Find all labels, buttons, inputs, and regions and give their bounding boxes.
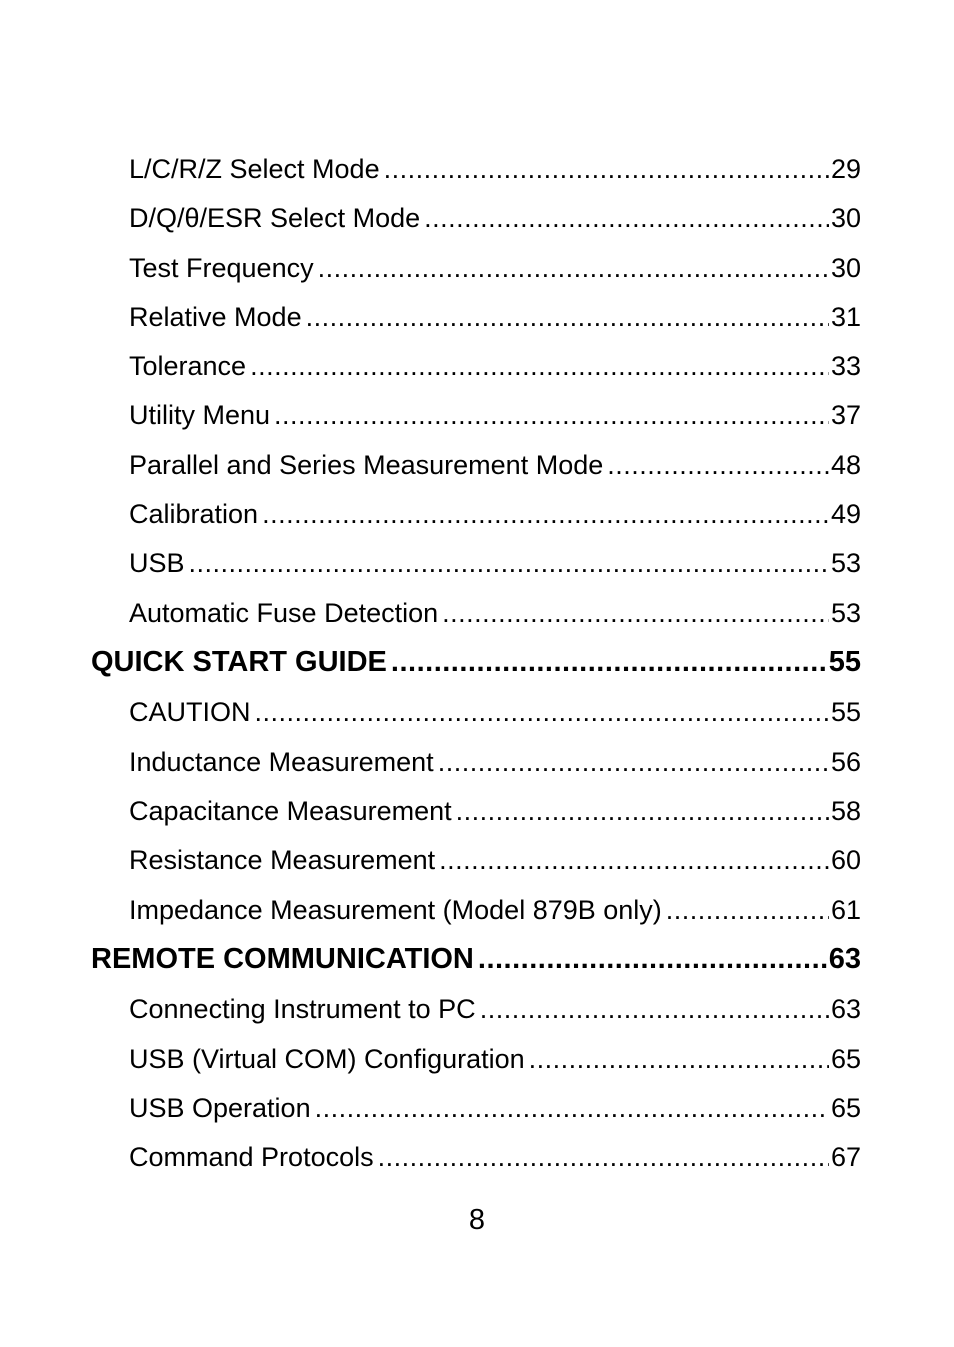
toc-entry[interactable] xyxy=(0,1036,954,1085)
toc-entry[interactable] xyxy=(0,689,954,738)
toc-leader-dots xyxy=(438,739,829,785)
toc-entry-page: 63 xyxy=(829,986,861,1032)
toc-entry[interactable] xyxy=(0,788,954,837)
toc-entry[interactable] xyxy=(0,1085,954,1134)
toc-entry[interactable] xyxy=(0,887,954,936)
toc-entry[interactable] xyxy=(0,245,954,294)
toc-entry-label: Test Frequency xyxy=(129,245,318,291)
toc-entry-label: Parallel and Series Measurement Mode xyxy=(129,442,607,488)
toc-leader-dots xyxy=(480,986,829,1032)
toc-leader-dots xyxy=(424,195,829,241)
toc-section-entry[interactable] xyxy=(0,936,954,987)
toc-leader-dots xyxy=(250,343,829,389)
toc-entry-page: 30 xyxy=(829,245,861,291)
toc-entry[interactable] xyxy=(0,837,954,886)
toc-entry[interactable] xyxy=(0,491,954,540)
toc-leader-dots xyxy=(315,1085,829,1131)
toc-leader-dots xyxy=(607,442,829,488)
toc-entry-page: 63 xyxy=(827,936,861,982)
toc-entry-page: 53 xyxy=(829,590,861,636)
toc-leader-dots xyxy=(318,245,829,291)
toc-leader-dots xyxy=(456,788,829,834)
toc-entry[interactable] xyxy=(0,294,954,343)
toc-entry[interactable] xyxy=(0,442,954,491)
toc-entry[interactable] xyxy=(0,1134,954,1183)
toc-leader-dots xyxy=(255,689,829,735)
toc-entry[interactable] xyxy=(0,195,954,244)
toc-entry[interactable] xyxy=(0,146,954,195)
toc-entry-label: Relative Mode xyxy=(129,294,306,340)
toc-entry[interactable] xyxy=(0,590,954,639)
table-of-contents xyxy=(0,146,954,1184)
toc-entry-label: Connecting Instrument to PC xyxy=(129,986,480,1032)
toc-entry-label: REMOTE COMMUNICATION xyxy=(91,936,478,982)
toc-entry-page: 49 xyxy=(829,491,861,537)
toc-entry-label: QUICK START GUIDE xyxy=(91,639,391,685)
toc-entry-label: D/Q/θ/ESR Select Mode xyxy=(129,195,424,241)
toc-entry-page: 56 xyxy=(829,739,861,785)
toc-entry[interactable] xyxy=(0,540,954,589)
toc-entry[interactable] xyxy=(0,986,954,1035)
toc-leader-dots xyxy=(478,936,827,982)
toc-entry-page: 65 xyxy=(829,1036,861,1082)
toc-section-entry[interactable] xyxy=(0,639,954,690)
toc-entry-page: 58 xyxy=(829,788,861,834)
toc-leader-dots xyxy=(189,540,829,586)
toc-entry-label: USB xyxy=(129,540,189,586)
toc-entry-page: 60 xyxy=(829,837,861,883)
toc-entry-label: USB (Virtual COM) Configuration xyxy=(129,1036,529,1082)
toc-entry-page: 37 xyxy=(829,392,861,438)
toc-entry-page: 65 xyxy=(829,1085,861,1131)
toc-entry-label: CAUTION xyxy=(129,689,255,735)
toc-leader-dots xyxy=(306,294,829,340)
toc-leader-dots xyxy=(274,392,829,438)
toc-leader-dots xyxy=(442,590,829,636)
toc-leader-dots xyxy=(384,146,829,192)
toc-entry[interactable] xyxy=(0,392,954,441)
toc-entry-label: Resistance Measurement xyxy=(129,837,439,883)
toc-entry-page: 31 xyxy=(829,294,861,340)
toc-leader-dots xyxy=(378,1134,829,1180)
toc-entry-label: Impedance Measurement (Model 879B only) xyxy=(129,887,666,933)
toc-leader-dots xyxy=(391,639,827,685)
toc-entry-label: Utility Menu xyxy=(129,392,274,438)
toc-leader-dots xyxy=(262,491,829,537)
toc-entry-page: 61 xyxy=(829,887,861,933)
toc-entry-label: Tolerance xyxy=(129,343,250,389)
toc-entry-page: 55 xyxy=(827,639,861,685)
toc-leader-dots xyxy=(529,1036,829,1082)
toc-leader-dots xyxy=(439,837,829,883)
toc-entry-label: Automatic Fuse Detection xyxy=(129,590,442,636)
toc-entry-label: Calibration xyxy=(129,491,262,537)
toc-entry-label: USB Operation xyxy=(129,1085,315,1131)
toc-entry-page: 48 xyxy=(829,442,861,488)
toc-entry-label: Command Protocols xyxy=(129,1134,378,1180)
page-number: 8 xyxy=(468,1204,486,1236)
toc-leader-dots xyxy=(666,887,829,933)
toc-entry-page: 67 xyxy=(829,1134,861,1180)
toc-entry-page: 33 xyxy=(829,343,861,389)
toc-entry[interactable] xyxy=(0,343,954,392)
toc-entry-label: L/C/R/Z Select Mode xyxy=(129,146,384,192)
toc-entry-label: Inductance Measurement xyxy=(129,739,438,785)
toc-entry-label: Capacitance Measurement xyxy=(129,788,456,834)
toc-entry[interactable] xyxy=(0,739,954,788)
toc-entry-page: 29 xyxy=(829,146,861,192)
toc-entry-page: 53 xyxy=(829,540,861,586)
toc-entry-page: 30 xyxy=(829,195,861,241)
toc-entry-page: 55 xyxy=(829,689,861,735)
